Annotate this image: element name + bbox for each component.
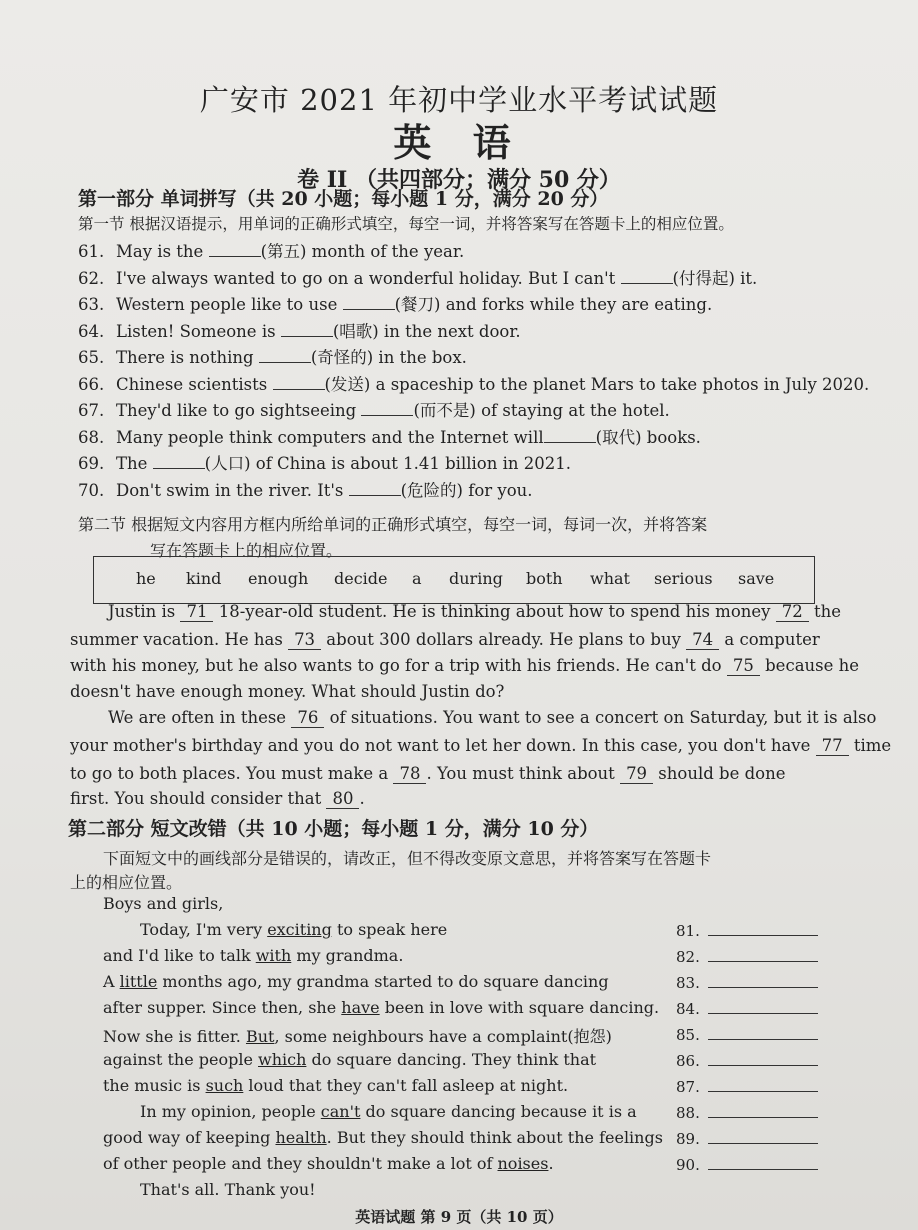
essay-text-before: good way of keeping [103,1128,276,1147]
question-text-before: Many people think computers and the Internet will [116,427,544,447]
essay-line [103,946,403,965]
passage-text: because he [759,656,860,675]
passage-text: time [848,736,892,755]
passage-text: . [359,789,365,808]
passage-text: to go to both places. You must make a [70,764,394,783]
answer-blank[interactable] [544,428,596,443]
essay-line [103,1154,554,1173]
essay-text-after: months ago, my grandma started to do square dancing [157,972,609,991]
passage-line [70,764,830,783]
answer-blank[interactable] [259,348,311,363]
answer-row [676,1130,818,1148]
answer-row [676,1078,818,1096]
answer-number: 82. [676,948,700,966]
question-text-after: of staying at the hotel. [475,401,670,420]
question-text-after: in the next door. [378,321,521,341]
question-text-after: a spaceship to the planet Mars to take photos in July 2020. [370,374,870,394]
passage-text: Justin is [108,602,181,621]
question-row [78,450,571,474]
passage-text: first. You should consider that [70,789,327,808]
question-text-after: and forks while they are eating. [440,295,713,314]
question-text-after: books. [641,427,701,447]
word-box-item: a [412,569,422,588]
essay-text-after: do square dancing. They think that [306,1050,597,1069]
answer-blank[interactable] [361,401,413,416]
passage-text: We are often in these [108,708,292,727]
answer-blank[interactable] [273,375,325,390]
essay-line [103,1128,663,1147]
blank-number[interactable]: 76 [291,708,324,728]
essay-text-after: . [548,1154,554,1173]
word-box-item: what [590,569,630,588]
underlined-error: have [341,998,380,1017]
section1-heading: 第一节 根据汉语提示，用单词的正确形式填空，每空一词，并将答案写在答题卡上的相应位置。 [78,215,734,233]
word-box-item: he [136,569,156,588]
answer-line[interactable] [708,1026,818,1040]
question-text-before: The [116,454,153,473]
answer-number: 90. [676,1156,700,1174]
underlined-error: exciting [267,920,332,939]
question-hint: (危险的) [400,480,463,500]
question-hint: (付得起) [672,268,735,288]
passage-line [70,656,860,675]
passage-line [70,736,892,755]
underlined-error: But [245,1027,275,1046]
answer-line[interactable] [708,1156,818,1170]
answer-line[interactable] [708,1104,818,1118]
answer-row [676,948,818,966]
part2-instruction-line2: 上的相应位置。 [70,873,183,892]
answer-blank[interactable] [153,454,205,469]
word-box-item: save [738,569,775,588]
answer-number: 89. [676,1130,700,1148]
word-box-item: both [526,569,563,588]
answer-row [676,1026,818,1044]
part1-heading: 第一部分 单词拼写（共 20 小题；每小题 1 分，满分 20 分） [78,188,609,210]
answer-row [676,974,818,992]
essay-text-before: the music is [103,1076,206,1095]
blank-number[interactable]: 75 [727,656,760,676]
answer-blank[interactable] [281,322,333,337]
word-box-item: during [449,569,503,588]
question-row [78,397,670,421]
blank-number[interactable]: 71 [180,602,213,622]
question-row [78,318,521,342]
answer-number: 81. [676,922,700,940]
essay-text-after: do square dancing because it is a [360,1102,637,1121]
passage-text: . You must think about [426,764,621,783]
underlined-error: little [119,972,158,991]
word-box-item: kind [186,569,222,588]
question-row [78,424,701,448]
essay-text-before: against the people [103,1050,259,1069]
answer-line[interactable] [708,974,818,988]
underlined-error: noises [497,1154,549,1173]
answer-line[interactable] [708,1130,818,1144]
underlined-error: with [255,946,292,965]
essay-text-after: . But they should think about the feelings [326,1128,663,1147]
blank-number[interactable]: 79 [620,764,653,784]
answer-line[interactable] [708,948,818,962]
question-text-after: in the box. [373,348,467,367]
passage-text: of situations. You want to see a concert on Saturday, but it is also [324,708,877,727]
passage-text: about 300 dollars already. He plans to buy [321,630,687,649]
question-text-before: Chinese scientists [116,374,273,394]
essay-line [103,1050,596,1069]
answer-line[interactable] [708,922,818,936]
blank-number[interactable]: 73 [288,630,321,650]
underlined-error: health [275,1128,327,1147]
essay-text-before: after supper. Since then, she [103,998,342,1017]
part2-instruction-line1: 下面短文中的画线部分是错误的，请改正，但不得改变原文意思，并将答案写在答题卡 [103,849,712,868]
question-text-before: Don't swim in the river. It's [116,480,349,500]
passage-line [70,630,830,649]
question-number: 69. [78,454,105,473]
essay-line [103,998,659,1017]
question-row [78,238,464,262]
question-text-after: for you. [462,480,533,500]
essay-text-after: been in love with square dancing. [379,998,660,1017]
answer-blank[interactable] [349,481,401,496]
answer-row [676,1000,818,1018]
essay-text-after: my grandma. [291,946,404,965]
word-box-item: decide [334,569,388,588]
essay-line [103,972,609,991]
blank-number[interactable]: 80 [326,789,359,809]
essay-text-after: to speak here [331,920,448,939]
answer-number: 85. [676,1026,700,1044]
question-text-before: May is the [116,242,209,261]
question-number: 66. [78,374,105,394]
essay-text-after: loud that they can't fall asleep at night. [243,1076,569,1095]
question-text-before: I've always wanted to go on a wonderful holiday. But I can't [116,268,621,288]
question-text-before: Western people like to use [116,295,343,314]
answer-row [676,1156,818,1174]
question-number: 64. [78,321,105,341]
question-number: 68. [78,427,105,447]
question-hint: (而不是) [413,401,476,420]
passage-text: summer vacation. He has [70,630,289,649]
question-row [78,291,712,315]
exam-title: 广安市 2021 年初中学业水平考试试题 [199,83,719,117]
passage-text: should be done [653,764,786,783]
section2-heading-line1: 第二节 根据短文内容用方框内所给单词的正确形式填空，每空一词，每词一次，并将答案 [78,515,708,534]
essay-line [140,920,447,939]
question-number: 67. [78,401,105,420]
question-number: 70. [78,480,105,500]
answer-row [676,1052,818,1070]
passage-line [70,789,830,808]
passage-line [108,708,877,727]
page-footer: 英语试题 第 9 页（共 10 页） [355,1208,563,1226]
answer-row [676,1104,818,1122]
underlined-error: which [258,1050,307,1069]
passage-text: the [808,602,841,621]
answer-line[interactable] [708,1078,818,1092]
answer-number: 84. [676,1000,700,1018]
essay-line [140,1102,637,1121]
answer-number: 86. [676,1052,700,1070]
question-hint: (发送) [324,374,371,394]
part2-heading: 第二部分 短文改错（共 10 小题；每小题 1 分，满分 10 分） [68,818,599,840]
question-text-after: of China is about 1.41 billion in 2021. [250,454,571,473]
passage-text: a computer [719,630,820,649]
underlined-error: can't [320,1102,361,1121]
question-row [78,265,757,289]
question-hint: (第五) [260,242,307,261]
question-hint: (奇怪的) [310,348,374,367]
question-text-after: it. [734,268,758,288]
section2-heading-line2: 写在答题卡上的相应位置。 [150,541,343,560]
answer-number: 88. [676,1104,700,1122]
answer-blank[interactable] [621,269,673,284]
word-box-item: serious [654,569,713,588]
underlined-error: such [205,1076,244,1095]
subject-title: 英 语 [393,120,525,165]
question-row [78,371,869,395]
answer-row [676,922,818,940]
essay-text-after: , some neighbours have a complaint(抱怨) [274,1027,612,1046]
passage-line: doesn't have enough money. What should Justin do? [70,682,505,701]
question-hint: (唱歌) [332,321,379,341]
question-text-before: There is nothing [116,348,259,367]
blank-number[interactable]: 72 [776,602,809,622]
essay-text-before: In my opinion, people [140,1102,321,1121]
passage-text: with his money, but he also wants to go for a trip with his friends. He can't do [70,656,727,675]
question-text-before: They'd like to go sightseeing [116,401,362,420]
blank-number[interactable]: 74 [686,630,719,650]
essay-text-before: Now she is fitter. [103,1027,246,1046]
essay-line [103,1076,568,1095]
blank-number[interactable]: 78 [393,764,426,784]
question-number: 65. [78,348,105,367]
volume-title: 卷 II （共四部分；满分 50 分） [297,167,621,193]
essay-text-before: Today, I'm very [140,920,268,939]
essay-line [103,1024,612,1047]
question-row [78,344,467,368]
passage-text: 18-year-old student. He is thinking about how to spend his money [213,602,776,621]
essay-greeting: Boys and girls, [103,894,224,913]
essay-text-before: and I'd like to talk [103,946,256,965]
passage-text: your mother's birthday and you do not want to let her down. In this case, you don't have [70,736,816,755]
essay-text-before: A [103,972,120,991]
answer-number: 83. [676,974,700,992]
answer-line[interactable] [708,1052,818,1066]
question-hint: (人口) [204,454,251,473]
question-hint: (餐刀) [394,295,441,314]
answer-number: 87. [676,1078,700,1096]
essay-closing: That's all. Thank you! [140,1180,316,1199]
answer-blank[interactable] [209,242,261,257]
answer-line[interactable] [708,1000,818,1014]
word-box-item: enough [248,569,309,588]
question-number: 62. [78,268,105,288]
passage-line [108,602,868,621]
answer-blank[interactable] [343,295,395,310]
blank-number[interactable]: 77 [816,736,849,756]
question-text-after: month of the year. [306,242,465,261]
question-hint: (取代) [595,427,642,447]
question-row [78,477,533,501]
question-number: 61. [78,242,105,261]
word-box [93,556,815,604]
question-text-before: Listen! Someone is [116,321,281,341]
essay-text-before: of other people and they shouldn't make a lot of [103,1154,498,1173]
question-number: 63. [78,295,105,314]
